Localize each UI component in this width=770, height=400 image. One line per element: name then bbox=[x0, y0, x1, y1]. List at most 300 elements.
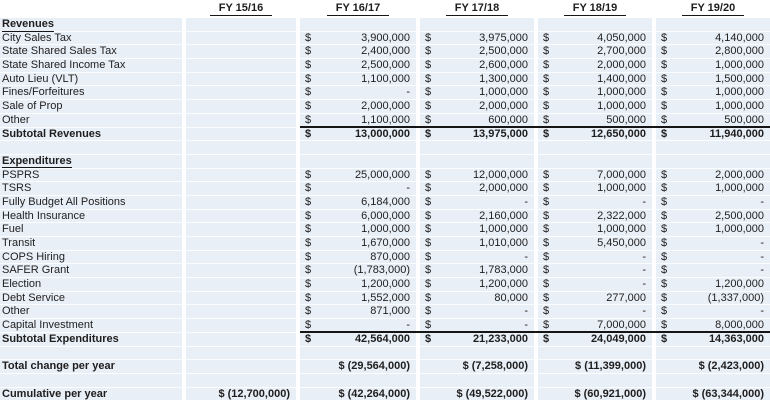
cell-value: 42,564,000 bbox=[354, 332, 410, 345]
cell-value: 1,100,000 bbox=[361, 72, 410, 85]
row-label-cell bbox=[0, 155, 182, 169]
value-cell bbox=[420, 169, 534, 183]
value-cell bbox=[656, 292, 770, 306]
cell-value: 2,160,000 bbox=[479, 209, 528, 222]
value-cell bbox=[420, 264, 534, 278]
row-label: Auto Lieu (VLT) bbox=[0, 73, 182, 87]
value-cell bbox=[538, 347, 652, 361]
currency-symbol: $ bbox=[425, 264, 432, 277]
row-label: State Shared Income Tax bbox=[0, 59, 182, 73]
currency-symbol: $ bbox=[305, 100, 312, 113]
currency-symbol: $ bbox=[305, 237, 312, 249]
row-label: Subtotal Revenues bbox=[0, 128, 182, 142]
value-cell bbox=[186, 223, 296, 237]
currency-symbol: $ bbox=[543, 31, 550, 44]
row-label: City Sales Tax bbox=[0, 32, 182, 46]
row-label: Total change per year bbox=[0, 360, 182, 374]
value-cell bbox=[300, 264, 416, 278]
value-cell bbox=[300, 100, 416, 114]
value-cell bbox=[420, 45, 534, 59]
value-cell bbox=[420, 128, 534, 142]
table-row bbox=[0, 210, 770, 224]
cell-value: - bbox=[642, 264, 646, 277]
value-cell bbox=[420, 305, 534, 319]
table-row bbox=[0, 182, 770, 196]
cell-value: 4,050,000 bbox=[597, 31, 646, 44]
section-heading: Expenditures bbox=[2, 154, 72, 167]
row-label: Debt Service bbox=[0, 292, 182, 306]
cell-value: - bbox=[760, 250, 764, 263]
currency-symbol: $ bbox=[543, 223, 550, 236]
row-label-cell bbox=[0, 18, 182, 32]
cell-value: 1,200,000 bbox=[361, 278, 410, 291]
fiscal-year-header bbox=[538, 2, 652, 18]
cell-value: 1,300,000 bbox=[479, 72, 528, 85]
cell-value: (1,783,000) bbox=[353, 264, 410, 277]
table-row bbox=[0, 223, 770, 237]
value-cell bbox=[186, 32, 296, 46]
row-label: Sale of Prop bbox=[0, 100, 182, 114]
currency-symbol: $ bbox=[305, 59, 312, 72]
cell-value: 12,000,000 bbox=[472, 168, 528, 181]
currency-symbol: $ bbox=[543, 291, 550, 304]
currency-symbol: $ bbox=[661, 291, 668, 304]
currency-symbol: $ bbox=[661, 127, 668, 140]
value-cell bbox=[186, 305, 296, 319]
value-cell bbox=[420, 155, 534, 169]
value-cell bbox=[420, 182, 534, 196]
value-cell bbox=[300, 196, 416, 210]
cell-value: 1,500,000 bbox=[715, 72, 764, 85]
row-label: Health Insurance bbox=[0, 210, 182, 224]
value-cell bbox=[420, 141, 534, 155]
currency-symbol: $ bbox=[661, 72, 668, 85]
value-cell bbox=[186, 59, 296, 73]
value-cell bbox=[656, 347, 770, 361]
currency-symbol: $ bbox=[661, 250, 668, 263]
cell-value: 277,000 bbox=[606, 291, 646, 304]
value-cell bbox=[656, 18, 770, 32]
value-cell bbox=[656, 251, 770, 265]
currency-symbol: $ bbox=[661, 264, 668, 277]
value-cell bbox=[300, 128, 416, 142]
cell-value: - bbox=[760, 305, 764, 318]
value-cell bbox=[186, 128, 296, 142]
row-label: Cumulative per year bbox=[0, 388, 182, 400]
cell-value: - bbox=[524, 195, 528, 208]
value-cell bbox=[656, 73, 770, 87]
currency-symbol: $ bbox=[425, 319, 432, 332]
currency-symbol: $ bbox=[661, 59, 668, 72]
value-cell: $ (12,700,000) bbox=[186, 388, 296, 400]
currency-symbol: $ bbox=[543, 127, 550, 140]
value-cell bbox=[186, 264, 296, 278]
table-row bbox=[0, 73, 770, 87]
row-label: Election bbox=[0, 278, 182, 292]
currency-symbol: $ bbox=[661, 168, 668, 181]
value-cell bbox=[420, 73, 534, 87]
cell-value: 1,670,000 bbox=[361, 237, 410, 249]
value-cell bbox=[538, 86, 652, 100]
cell-value: 1,000,000 bbox=[715, 86, 764, 99]
cell-value: 2,600,000 bbox=[479, 59, 528, 72]
cell-value: 3,975,000 bbox=[479, 31, 528, 44]
table-row bbox=[0, 264, 770, 278]
currency-symbol: $ bbox=[543, 209, 550, 222]
row-label-cell bbox=[0, 374, 182, 388]
table-row bbox=[0, 45, 770, 59]
currency-symbol: $ bbox=[661, 100, 668, 113]
value-cell bbox=[186, 155, 296, 169]
value-cell bbox=[300, 155, 416, 169]
table-row bbox=[0, 128, 770, 142]
value-cell bbox=[656, 182, 770, 196]
value-cell bbox=[300, 73, 416, 87]
value-cell bbox=[656, 210, 770, 224]
fiscal-year-header-label: FY 18/19 bbox=[564, 2, 626, 16]
row-label: Fuel bbox=[0, 223, 182, 237]
currency-symbol: $ bbox=[425, 168, 432, 181]
cell-value: 2,700,000 bbox=[597, 45, 646, 58]
value-cell bbox=[186, 319, 296, 333]
currency-symbol: $ bbox=[661, 45, 668, 58]
value-cell bbox=[420, 251, 534, 265]
cell-value: - bbox=[406, 86, 410, 99]
currency-symbol: $ bbox=[661, 182, 668, 195]
value-cell bbox=[186, 18, 296, 32]
value-cell bbox=[186, 278, 296, 292]
value-cell bbox=[420, 32, 534, 46]
value-cell bbox=[300, 210, 416, 224]
currency-symbol: $ bbox=[543, 113, 550, 126]
currency-symbol: $ bbox=[425, 278, 432, 291]
cell-value: - bbox=[642, 250, 646, 263]
currency-symbol: $ bbox=[425, 72, 432, 85]
currency-symbol: $ bbox=[425, 127, 432, 140]
currency-symbol: $ bbox=[661, 209, 668, 222]
cell-value: 2,000,000 bbox=[715, 168, 764, 181]
cell-value: 2,000,000 bbox=[479, 182, 528, 195]
currency-symbol: $ bbox=[305, 72, 312, 85]
row-label: Subtotal Expenditures bbox=[0, 333, 182, 347]
currency-symbol: $ bbox=[305, 319, 312, 332]
value-cell bbox=[300, 237, 416, 251]
table-row bbox=[0, 169, 770, 183]
value-cell bbox=[656, 237, 770, 251]
value-cell bbox=[538, 128, 652, 142]
value-cell bbox=[300, 333, 416, 347]
currency-symbol: $ bbox=[661, 31, 668, 44]
currency-symbol: $ bbox=[305, 168, 312, 181]
value-cell bbox=[420, 100, 534, 114]
currency-symbol: $ bbox=[425, 182, 432, 195]
value-cell bbox=[656, 278, 770, 292]
currency-symbol: $ bbox=[661, 86, 668, 99]
value-cell: $ (29,564,000) bbox=[300, 360, 416, 374]
cell-value: 1,200,000 bbox=[715, 278, 764, 291]
cell-value: 600,000 bbox=[488, 113, 528, 126]
value-cell: $ (2,423,000) bbox=[656, 360, 770, 374]
currency-symbol: $ bbox=[543, 278, 550, 291]
value-cell bbox=[186, 347, 296, 361]
fiscal-year-header bbox=[186, 2, 296, 18]
table-row bbox=[0, 86, 770, 100]
value-cell bbox=[420, 333, 534, 347]
cell-value: (1,337,000) bbox=[707, 291, 764, 304]
cell-value: - bbox=[760, 195, 764, 208]
cell-value: 1,000,000 bbox=[715, 100, 764, 113]
table-header-row bbox=[0, 2, 770, 18]
currency-symbol: $ bbox=[425, 31, 432, 44]
currency-symbol: $ bbox=[305, 250, 312, 263]
currency-symbol: $ bbox=[305, 182, 312, 195]
table-row bbox=[0, 32, 770, 46]
value-cell bbox=[300, 86, 416, 100]
row-label: State Shared Sales Tax bbox=[0, 45, 182, 59]
value-cell bbox=[186, 196, 296, 210]
value-cell bbox=[538, 18, 652, 32]
cell-value: 2,400,000 bbox=[361, 45, 410, 58]
value-cell bbox=[538, 305, 652, 319]
value-cell bbox=[186, 360, 296, 374]
cell-value: 1,000,000 bbox=[479, 223, 528, 236]
table-row bbox=[0, 141, 770, 155]
value-cell bbox=[420, 292, 534, 306]
value-cell bbox=[420, 237, 534, 251]
cell-value: - bbox=[642, 195, 646, 208]
currency-symbol: $ bbox=[543, 305, 550, 318]
value-cell bbox=[186, 169, 296, 183]
cell-value: - bbox=[760, 264, 764, 277]
currency-symbol: $ bbox=[661, 237, 668, 249]
value-cell bbox=[538, 73, 652, 87]
fiscal-year-header bbox=[656, 2, 770, 18]
fiscal-year-header bbox=[300, 2, 416, 18]
currency-symbol: $ bbox=[543, 332, 550, 345]
value-cell bbox=[300, 169, 416, 183]
cell-value: 1,000,000 bbox=[715, 223, 764, 236]
value-cell bbox=[186, 86, 296, 100]
value-cell bbox=[656, 59, 770, 73]
value-cell bbox=[420, 196, 534, 210]
value-cell bbox=[538, 141, 652, 155]
value-cell bbox=[186, 333, 296, 347]
row-label: COPS Hiring bbox=[0, 251, 182, 265]
value-cell bbox=[656, 100, 770, 114]
value-cell bbox=[420, 223, 534, 237]
currency-symbol: $ bbox=[305, 223, 312, 236]
cell-value: - bbox=[524, 305, 528, 318]
currency-symbol: $ bbox=[661, 278, 668, 291]
currency-symbol: $ bbox=[305, 86, 312, 99]
row-label-cell bbox=[0, 141, 182, 155]
value-cell bbox=[420, 374, 534, 388]
currency-symbol: $ bbox=[425, 250, 432, 263]
cell-value: 2,322,000 bbox=[597, 209, 646, 222]
cell-value: - bbox=[406, 319, 410, 332]
value-cell bbox=[538, 32, 652, 46]
table-row bbox=[0, 155, 770, 169]
value-cell bbox=[656, 223, 770, 237]
value-cell bbox=[420, 18, 534, 32]
value-cell bbox=[538, 278, 652, 292]
cell-value: 2,000,000 bbox=[361, 100, 410, 113]
cell-value: 7,000,000 bbox=[597, 319, 646, 332]
cell-value: 24,049,000 bbox=[590, 332, 646, 345]
row-label: Fines/Forfeitures bbox=[0, 86, 182, 100]
value-cell bbox=[656, 128, 770, 142]
table-row bbox=[0, 196, 770, 210]
cell-value: 7,000,000 bbox=[597, 168, 646, 181]
value-cell bbox=[186, 182, 296, 196]
currency-symbol: $ bbox=[543, 264, 550, 277]
value-cell bbox=[300, 182, 416, 196]
row-label: SAFER Grant bbox=[0, 264, 182, 278]
value-cell bbox=[538, 45, 652, 59]
table-row bbox=[0, 360, 770, 374]
cell-value: 1,000,000 bbox=[715, 59, 764, 72]
value-cell bbox=[300, 278, 416, 292]
cell-value: 2,000,000 bbox=[597, 59, 646, 72]
cell-value: 1,000,000 bbox=[597, 86, 646, 99]
currency-symbol: $ bbox=[661, 223, 668, 236]
currency-symbol: $ bbox=[305, 264, 312, 277]
value-cell bbox=[186, 114, 296, 128]
currency-symbol: $ bbox=[543, 100, 550, 113]
currency-symbol: $ bbox=[543, 72, 550, 85]
currency-symbol: $ bbox=[425, 305, 432, 318]
value-cell bbox=[538, 196, 652, 210]
currency-symbol: $ bbox=[305, 332, 312, 345]
currency-symbol: $ bbox=[425, 100, 432, 113]
cell-value: - bbox=[642, 305, 646, 318]
table-row bbox=[0, 237, 770, 251]
cell-value: 1,000,000 bbox=[715, 182, 764, 195]
header-label-cell bbox=[0, 2, 182, 18]
cell-value: 2,500,000 bbox=[479, 45, 528, 58]
cell-value: 25,000,000 bbox=[354, 168, 410, 181]
currency-symbol: $ bbox=[305, 31, 312, 44]
value-cell: $ (60,921,000) bbox=[538, 388, 652, 400]
cell-value: 8,000,000 bbox=[715, 319, 764, 332]
value-cell bbox=[420, 347, 534, 361]
cell-value: 4,140,000 bbox=[715, 31, 764, 44]
value-cell bbox=[420, 59, 534, 73]
cell-value: 1,000,000 bbox=[597, 223, 646, 236]
currency-symbol: $ bbox=[543, 237, 550, 249]
value-cell bbox=[538, 59, 652, 73]
row-label-cell bbox=[0, 347, 182, 361]
value-cell bbox=[186, 292, 296, 306]
table-row bbox=[0, 333, 770, 347]
cell-value: 2,500,000 bbox=[715, 209, 764, 222]
value-cell: $ (7,258,000) bbox=[420, 360, 534, 374]
value-cell bbox=[538, 292, 652, 306]
cell-value: 14,363,000 bbox=[708, 332, 764, 345]
currency-symbol: $ bbox=[305, 209, 312, 222]
row-label: TSRS bbox=[0, 182, 182, 196]
value-cell bbox=[300, 18, 416, 32]
cell-value: 1,552,000 bbox=[361, 291, 410, 304]
cell-value: 1,400,000 bbox=[597, 72, 646, 85]
table-row bbox=[0, 251, 770, 265]
row-label: Other bbox=[0, 114, 182, 128]
cell-value: 13,000,000 bbox=[354, 127, 410, 140]
cell-value: - bbox=[760, 237, 764, 249]
cell-value: 2,800,000 bbox=[715, 45, 764, 58]
table-row bbox=[0, 374, 770, 388]
cell-value: 870,000 bbox=[370, 250, 410, 263]
value-cell bbox=[656, 333, 770, 347]
cell-value: 1,000,000 bbox=[597, 100, 646, 113]
cell-value: 21,233,000 bbox=[472, 332, 528, 345]
currency-symbol: $ bbox=[305, 195, 312, 208]
currency-symbol: $ bbox=[305, 113, 312, 126]
currency-symbol: $ bbox=[425, 209, 432, 222]
cell-value: 5,450,000 bbox=[597, 237, 646, 249]
table-row bbox=[0, 278, 770, 292]
value-cell bbox=[186, 210, 296, 224]
table-row bbox=[0, 292, 770, 306]
currency-symbol: $ bbox=[661, 332, 668, 345]
value-cell bbox=[656, 32, 770, 46]
value-cell bbox=[300, 251, 416, 265]
currency-symbol: $ bbox=[425, 195, 432, 208]
value-cell bbox=[656, 305, 770, 319]
value-cell bbox=[300, 59, 416, 73]
cell-value: 871,000 bbox=[370, 305, 410, 318]
cell-value: 1,000,000 bbox=[479, 86, 528, 99]
value-cell bbox=[186, 100, 296, 114]
cell-value: 11,940,000 bbox=[709, 127, 764, 140]
currency-symbol: $ bbox=[425, 223, 432, 236]
value-cell bbox=[656, 45, 770, 59]
value-cell bbox=[656, 141, 770, 155]
value-cell bbox=[538, 333, 652, 347]
value-cell bbox=[186, 73, 296, 87]
table-row bbox=[0, 100, 770, 114]
value-cell bbox=[186, 237, 296, 251]
value-cell bbox=[300, 305, 416, 319]
value-cell bbox=[538, 223, 652, 237]
currency-symbol: $ bbox=[543, 59, 550, 72]
value-cell bbox=[538, 237, 652, 251]
cell-value: 1,000,000 bbox=[597, 182, 646, 195]
currency-symbol: $ bbox=[425, 59, 432, 72]
cell-value: 12,650,000 bbox=[590, 127, 646, 140]
value-cell bbox=[538, 251, 652, 265]
value-cell bbox=[420, 278, 534, 292]
currency-symbol: $ bbox=[543, 250, 550, 263]
value-cell bbox=[300, 374, 416, 388]
cell-value: - bbox=[524, 250, 528, 263]
table-row bbox=[0, 59, 770, 73]
fiscal-year-header-label: FY 16/17 bbox=[327, 2, 389, 16]
fiscal-year-header-label: FY 19/20 bbox=[682, 2, 744, 16]
value-cell bbox=[538, 374, 652, 388]
value-cell bbox=[300, 347, 416, 361]
value-cell bbox=[186, 141, 296, 155]
currency-symbol: $ bbox=[305, 127, 312, 140]
currency-symbol: $ bbox=[425, 86, 432, 99]
table-row bbox=[0, 305, 770, 319]
row-label: Fully Budget All Positions bbox=[0, 196, 182, 210]
value-cell bbox=[300, 223, 416, 237]
value-cell bbox=[538, 264, 652, 278]
currency-symbol: $ bbox=[305, 291, 312, 304]
fiscal-year-header bbox=[420, 2, 534, 18]
value-cell: $ (42,264,000) bbox=[300, 388, 416, 400]
